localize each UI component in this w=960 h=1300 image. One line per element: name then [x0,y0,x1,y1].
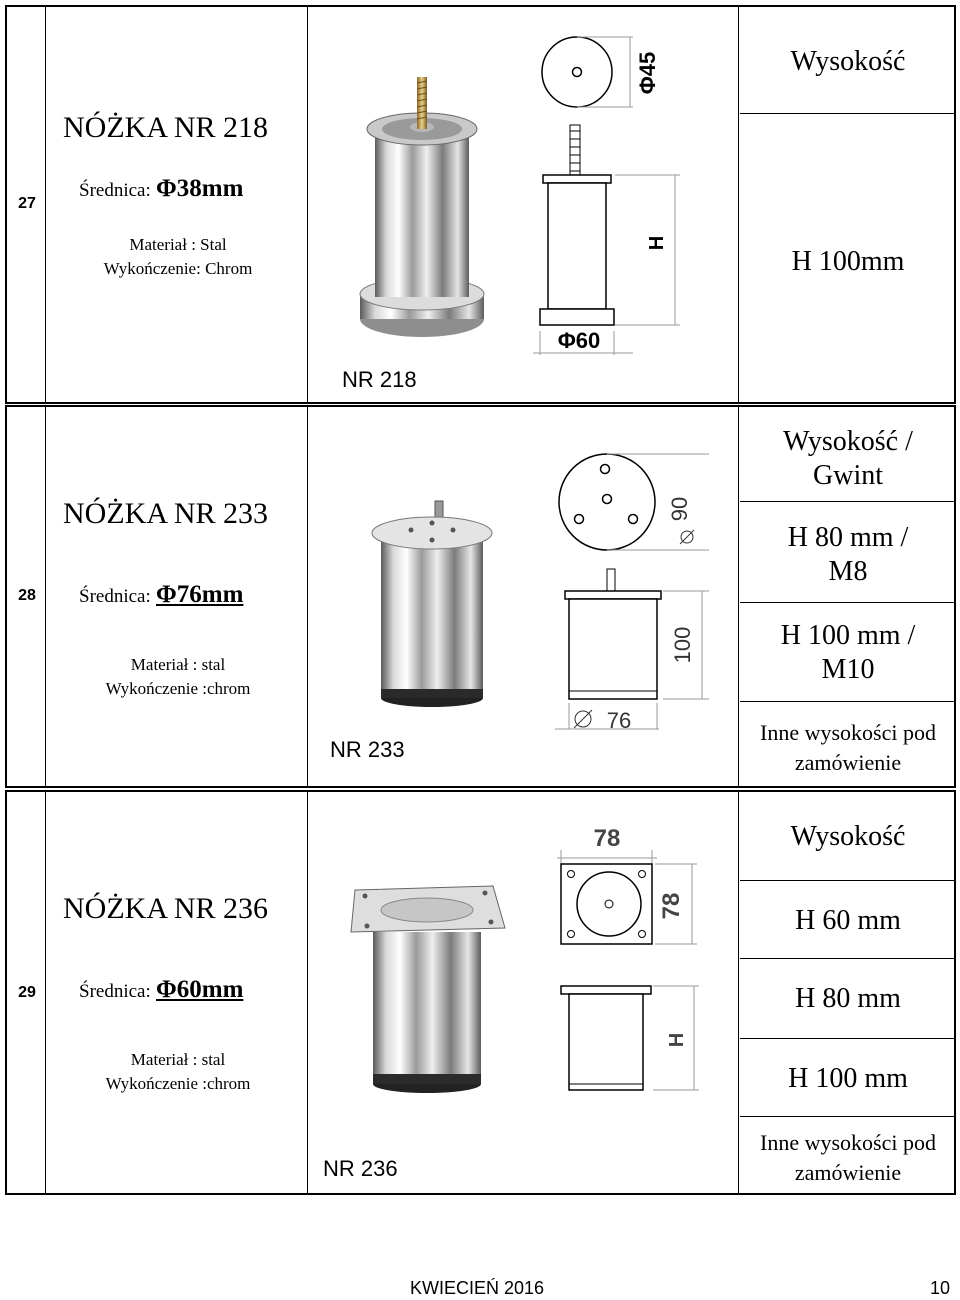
finish-text: Wykończenie: Chrom [103,259,253,278]
product-photo-236 [345,882,510,1107]
note-line1: Inne wysokości pod [760,720,936,745]
footer-date: KWIECIEŃ 2016 [410,1278,545,1298]
technical-drawing-236 [547,822,717,1102]
height-option-100: H 100 mm [788,1063,908,1094]
material-info [49,653,307,701]
dim-top-height: 78 [658,892,685,920]
material-info [49,233,307,281]
diameter-label: Średnica: [79,981,151,1002]
technical-drawing-233 [547,447,717,747]
height-option-60: H 60 mm [795,905,901,936]
height-header-line1: Wysokość / [783,426,913,457]
product-title: NÓŻKA NR 218 [63,111,269,144]
technical-drawing-218 [515,35,695,365]
dim-base-diameter: 76 [606,708,632,733]
diameter [79,175,243,203]
page-number: 10 [930,1278,951,1298]
height-header: Wysokość [790,821,906,852]
diameter-value: Φ76mm [156,581,244,608]
dim-top-width: 78 [593,825,621,852]
finish-text: Wykończenie :chrom [105,679,251,698]
height-option-100 [740,619,956,687]
product-photo-233 [365,499,495,709]
height-option-line1: H 80 mm / [787,522,909,553]
height-value: H 100mm [791,246,905,277]
product-section-236 [5,790,956,1195]
note-line2: zamówienie [794,750,902,775]
note-line2: zamówienie [794,1160,902,1185]
diameter-label: Średnica: [79,180,151,201]
height-option-80 [740,521,956,589]
custom-heights-note [740,718,956,778]
height-option-80: H 80 mm [795,983,901,1014]
product-photo-218 [347,69,497,359]
dim-height: H [646,235,668,251]
diameter-value: Φ60mm [156,976,244,1003]
material-text: Materiał : stal [130,655,226,674]
diameter-label: Średnica: [79,586,151,607]
height-header: Wysokość [790,46,906,77]
diameter [79,976,243,1004]
row-number: 29 [18,984,36,1001]
material-info [49,1048,307,1096]
photo-caption: NR 233 [330,737,405,762]
material-text: Materiał : stal [130,1050,226,1069]
height-header [740,425,956,493]
custom-heights-note [740,1128,956,1188]
note-line1: Inne wysokości pod [760,1130,936,1155]
diameter [79,581,243,609]
dim-base-diameter: Φ60 [557,328,601,353]
dim-top-diameter: Φ45 [635,51,660,95]
height-option-line2: M10 [821,654,875,685]
finish-text: Wykończenie :chrom [105,1074,251,1093]
photo-caption: NR 236 [323,1156,398,1181]
material-text: Materiał : Stal [129,235,227,254]
height-header-line2: Gwint [813,460,883,491]
dim-height: 100 [670,626,695,664]
diameter-value: Φ38mm [156,175,244,202]
height-option-line2: M8 [828,556,868,587]
dim-height: H [666,1032,688,1048]
height-option-line1: H 100 mm / [780,620,916,651]
product-title: NÓŻKA NR 236 [63,892,269,925]
product-section-218 [5,5,956,404]
row-number: 27 [18,195,36,212]
row-number: 28 [18,587,36,604]
product-title: NÓŻKA NR 233 [63,497,269,530]
dim-top-diameter: 90 [667,496,692,522]
product-section-233 [5,405,956,788]
photo-caption: NR 218 [342,367,417,392]
